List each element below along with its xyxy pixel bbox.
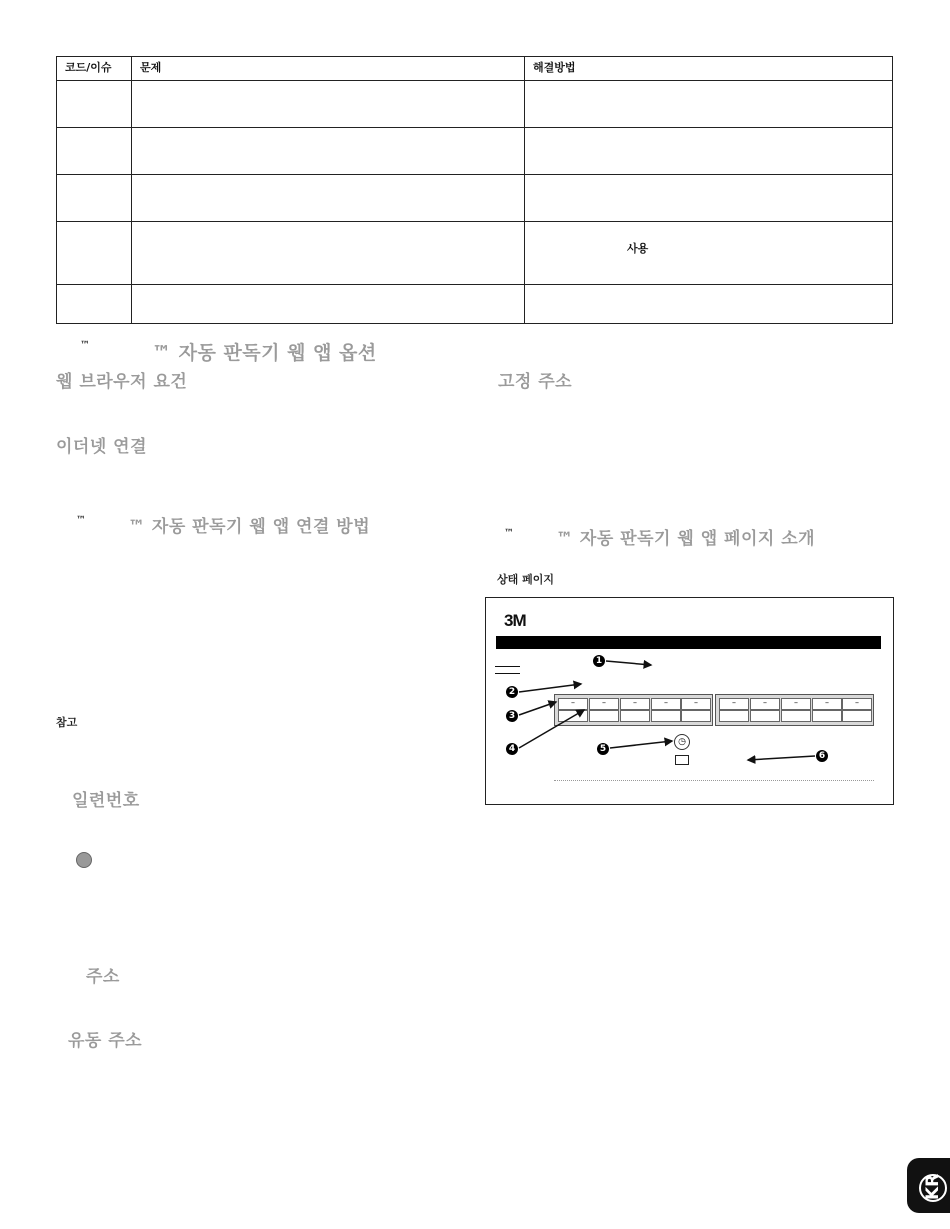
well-cell: –	[781, 698, 811, 710]
well-cell: –	[750, 698, 780, 710]
cell-code	[57, 222, 132, 285]
cell-solution	[525, 128, 893, 175]
table-row	[57, 128, 893, 175]
cell-problem	[132, 128, 525, 175]
language-tab	[907, 1158, 950, 1213]
warning-icon	[76, 852, 92, 868]
header-problem: 문제	[132, 57, 525, 81]
well-cell: –	[812, 698, 842, 710]
callout-badge-6: 6	[816, 750, 828, 762]
heading-connect: ™ 자동 판독기 웹 앱 연결 방법	[128, 517, 371, 537]
well-cell: –	[558, 698, 588, 710]
clock-icon: ◷	[674, 734, 690, 750]
header-code: 코드/이슈	[57, 57, 132, 81]
well-cell: –	[719, 698, 749, 710]
heading-static-address: 고정 주소	[498, 372, 573, 392]
status-page-diagram	[485, 597, 894, 805]
well-cell: –	[842, 698, 872, 710]
cell-solution-text: 사용	[627, 242, 649, 255]
cell-solution	[525, 175, 893, 222]
heading-ethernet: 이더넷 연결	[56, 437, 148, 457]
heading-page-intro: ™ 자동 판독기 웹 앱 페이지 소개	[556, 529, 816, 549]
cell-problem	[132, 222, 525, 285]
trademark-mark: ™	[504, 528, 514, 539]
well-cell: –	[589, 698, 619, 710]
callout-badge-5: 5	[597, 743, 609, 755]
header-solution: 해결방법	[525, 57, 893, 81]
cell-code	[57, 128, 132, 175]
3m-logo: 3M	[504, 611, 526, 630]
table-header-row	[57, 57, 893, 81]
callout-badge-1: 1	[593, 655, 605, 667]
cell-code	[57, 81, 132, 128]
language-label: KR	[919, 1174, 947, 1202]
callout-badge-2: 2	[506, 686, 518, 698]
note-label: 참고	[56, 716, 78, 729]
heading-dynamic-address: 유동 주소	[68, 1031, 143, 1051]
heading-web-browser: 웹 브라우저 요건	[56, 372, 188, 392]
well-cell: –	[651, 698, 681, 710]
table-row	[57, 222, 893, 285]
section-title: ™ 자동 판독기 웹 앱 옵션	[152, 342, 377, 364]
well-cell: –	[681, 698, 711, 710]
status-page-label: 상태 페이지	[497, 573, 554, 586]
callout-badge-4: 4	[506, 743, 518, 755]
heading-serial: 일련번호	[72, 791, 140, 811]
cell-solution	[525, 285, 893, 324]
cell-solution	[525, 222, 893, 285]
troubleshooting-table	[56, 56, 893, 324]
heading-address: 주소	[86, 967, 120, 987]
callout-badge-3: 3	[506, 710, 518, 722]
cell-problem	[132, 175, 525, 222]
cell-problem	[132, 81, 525, 128]
trademark-mark: ™	[76, 515, 86, 526]
callout-arrows	[486, 598, 893, 804]
table-row	[57, 175, 893, 222]
cell-problem	[132, 285, 525, 324]
well-cell: –	[620, 698, 650, 710]
cell-solution	[525, 81, 893, 128]
cell-code	[57, 285, 132, 324]
cell-code	[57, 175, 132, 222]
trademark-mark: ™	[80, 340, 90, 351]
table-row	[57, 285, 893, 324]
table-row	[57, 81, 893, 128]
